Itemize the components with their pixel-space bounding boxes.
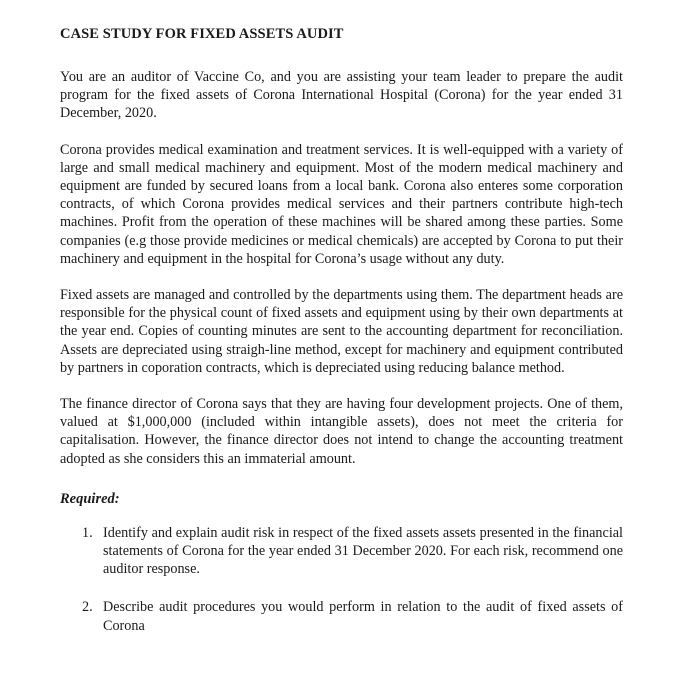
question-number: 2. <box>82 599 93 616</box>
paragraph-asset-management: Fixed assets are managed and controlled by the departments using them. The department heads are responsible for the physical count of fixed assets and equipment using by their own departments at the year end. Copies of counting minutes are sent to the accounting department for reconciliation. Assets are depreciated using straigh-line method, except for machinery and equipment contributed by partners in coporation contracts, which is depreciated using reducing balance method. <box>60 287 623 376</box>
document-title: CASE STUDY FOR FIXED ASSETS AUDIT <box>60 26 344 42</box>
paragraph-services: Corona provides medical examination and treatment services. It is well-equipped with a variety of large and small medical machinery and equipment. Most of the modern medical machinery and equipment are funded by secured loans from a local bank. Corona also enteres some corporation contracts, of which Corona provides medical services and their partners contribute high-tech machines. Profit from the operation of these machines will be shared among these parties. Some companies (e.g those provide medicines or medical chemicals) are accepted by Corona to put their machinery and equipment in the hospital for Corona’s usage without any duty. <box>60 141 623 267</box>
paragraph-intro: You are an auditor of Vaccine Co, and you are assisting your team leader to prepare the audit program for the fixed assets of Corona International Hospital (Corona) for the year ended 31 December, 2020. <box>60 69 623 122</box>
required-heading: Required: <box>60 490 120 507</box>
paragraph-development-projects: The finance director of Corona says that they are having four development projects. One of them, valued at $1,000,000 (included within intangible assets), does not meet the criteria for capitalisation. However, the finance director does not intend to change the accounting treatment adopted as she considers this an immaterial amount. <box>60 396 623 467</box>
question-list <box>60 524 623 635</box>
document-page <box>60 24 623 655</box>
question-item-2 <box>60 598 623 634</box>
question-text: Describe audit procedures you would perform in relation to the audit of fixed assets of Corona <box>103 599 623 634</box>
question-number: 1. <box>82 524 93 541</box>
question-text: Identify and explain audit risk in respect of the fixed assets assets presented in the financial statements of Corona for the year ended 31 December 2020. For each risk, recommend one auditor response. <box>103 524 623 578</box>
question-item-1 <box>60 524 623 579</box>
